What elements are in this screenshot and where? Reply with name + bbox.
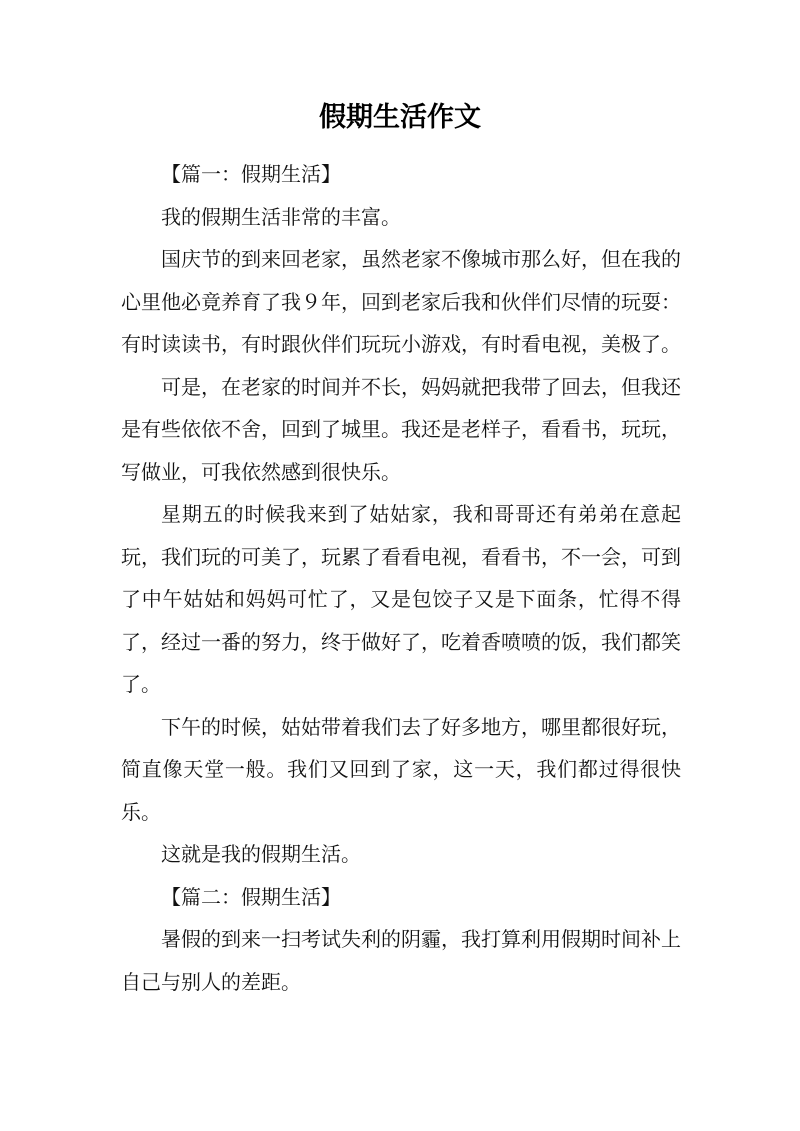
section-heading: 【篇一：假期生活】 — [161, 162, 341, 186]
document-title: 假期生活作文 — [319, 102, 481, 133]
paragraph: 下午的时候，姑姑带着我们去了好多地方，哪里都很好玩，简直像天堂一般。我们又回到了家，这一天，我们都过得很快乐。 — [121, 714, 681, 824]
document-body — [121, 153, 681, 1003]
paragraph: 我的假期生活非常的丰富。 — [161, 204, 401, 229]
paragraph: 暑假的到来一扫考试失利的阴霾，我打算利用假期时间补上自己与别人的差距。 — [121, 927, 681, 994]
paragraph: 国庆节的到来回老家，虽然老家不像城市那么好，但在我的心里他必竟养育了我９年，回到老家后我和伙伴们尽情的玩耍：有时读读书，有时跟伙伴们玩玩小游戏，有时看电视，美极了。 — [121, 247, 681, 356]
paragraph: 这就是我的假期生活。 — [161, 842, 361, 866]
paragraph: 星期五的时候我来到了姑姑家，我和哥哥还有弟弟在意起玩，我们玩的可美了，玩累了看看电视，看看书，不一会，可到了中午姑姑和妈妈可忙了，又是包饺子又是下面条，忙得不得了，经过一番的努力，终于做好了，吃着香喷喷的饭，我们都笑了。 — [121, 502, 681, 696]
paragraph: 可是，在老家的时间并不长，妈妈就把我带了回去，但我还是有些依依不舍，回到了城里。我还是老样子，看看书，玩玩，写做业，可我依然感到很快乐。 — [121, 374, 681, 484]
section-heading: 【篇二：假期生活】 — [161, 884, 341, 909]
